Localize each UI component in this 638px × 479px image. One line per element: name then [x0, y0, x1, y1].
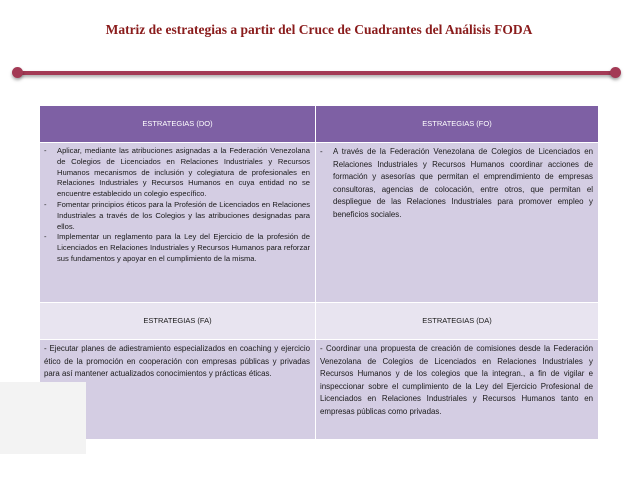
list-item: - Fomentar principios éticos para la Profesión de Licenciados en Relaciones Industriales a través de los Colegios y las atribuciones designadas para ellos. — [44, 199, 310, 231]
divider-right-dot — [610, 67, 621, 78]
list-item: - Implementar un reglamento para la Ley del Ejercicio de la profesión de Licenciados en Relaciones Industriales y Recursos Humanos para reforzar sus fundamentos y apoyar en el cumplimiento de la misma. — [44, 232, 310, 263]
strategy-matrix-table — [40, 106, 599, 440]
cell-do-content — [40, 143, 316, 303]
header-fa: ESTRATEGIAS (FA) — [40, 303, 316, 340]
bullet-dash: - — [320, 147, 323, 156]
corner-shade — [0, 382, 86, 454]
divider-left-dot — [12, 67, 23, 78]
cell-da-content: - Coordinar una propuesta de creación de comisiones desde la Federación Venezolana de Colegios de Licenciados en Relaciones Industriales y Recursos Humanos y de los colegios que la integran., a fin de vigilar e inspeccionar sobre el cumplimiento de la Ley del Ejercicio Profesional de Licenciados en Relaciones Industriales y Recursos Humanos tanto en empresas públicas como privadas. — [316, 340, 599, 440]
header-do: ESTRATEGIAS (DO) — [40, 106, 316, 143]
bullet-dash: - — [44, 199, 47, 209]
cell-fa-content: - Ejecutar planes de adiestramiento especializados en coaching y ejercicio ético de la promoción en cooperación con empresas públicas y privadas para así mantener actualizados conocimientos y prácticas éticas. — [40, 340, 316, 440]
list-item: - A través de la Federación Venezolana de Colegios de Licenciados en Relaciones Industriales y Recursos Humanos coordinar acciones de formación y asesorías que permitan el emprendimiento de empresas consultoras, agencias de colocación, entre otros, que permitan el despliegue de las Relaciones Industriales para promover empleo y beneficios sociales. — [320, 146, 593, 222]
list-item: - Aplicar, mediante las atribuciones asignadas a la Federación Venezolana de Colegios de Licenciados en Relaciones Industriales y Recursos Humanos mecanismos de inclusión y colegiatura de profesionales en Relaciones Industriales y Recursos Humanos en cuya entidad no se encuentre establecido un colegio específico. — [44, 146, 310, 199]
page-title: Matriz de estrategias a partir del Cruce de Cuadrantes del Análisis FODA — [105, 22, 533, 37]
header-da: ESTRATEGIAS (DA) — [316, 303, 599, 340]
bullet-dash: - — [44, 146, 47, 155]
header-fo: ESTRATEGIAS (FO) — [316, 106, 599, 143]
bullet-dash: - — [44, 232, 47, 242]
cell-fo-content — [316, 143, 599, 303]
title-divider — [17, 71, 616, 75]
